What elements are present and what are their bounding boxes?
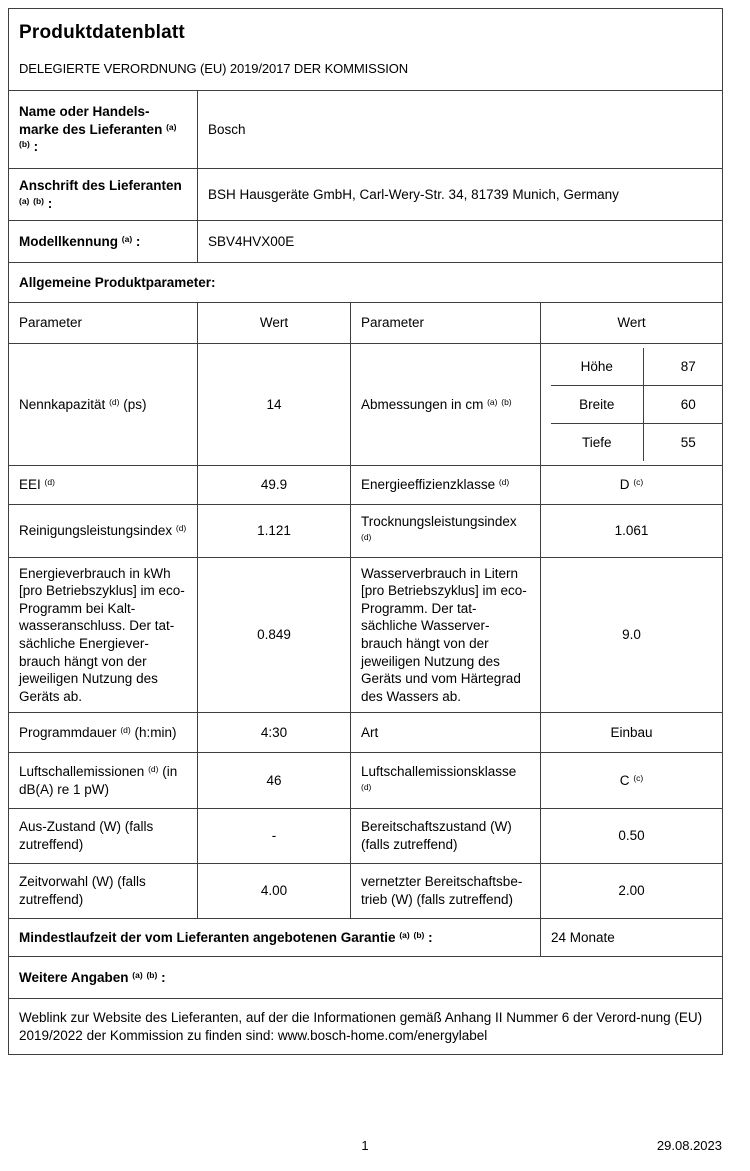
delay-networked-row — [9, 864, 723, 919]
program-duration-suffix: (h:min) — [134, 724, 177, 740]
param-right-header: Parameter — [361, 315, 425, 331]
standby-label-cell — [351, 809, 541, 864]
dimension-name-cell — [551, 424, 643, 461]
model-id-row — [9, 221, 723, 263]
energy-class-label-cell — [351, 466, 541, 505]
supplier-name-colon: : — [33, 139, 39, 155]
footnote-ref-a-icon: (a) — [132, 969, 143, 980]
noise-value-cell — [198, 753, 351, 809]
water-consumption-label: Wasserverbrauch in Litern [pro Betriebszyklus] im eco-Programm. Der tat-sächliche Wasserver-brauch hängt von der jeweiligen Nutzung des Geräts und vom Härtegrad des Wassers ab. — [361, 565, 527, 704]
footnote-ref-d-icon: (d) — [498, 477, 510, 488]
dimensions-label-cell — [351, 344, 541, 466]
eei-label: EEI — [19, 477, 41, 493]
eei-value-cell — [198, 466, 351, 505]
cleaning-index-value: 1.121 — [257, 523, 291, 539]
footnote-ref-d-icon: (d) — [175, 523, 187, 534]
noise-label: Luftschallemissionen — [19, 763, 145, 779]
eei-row — [9, 466, 723, 505]
dimension-name: Tiefe — [581, 434, 612, 450]
footnote-ref-b-icon: (b) — [146, 969, 158, 980]
consumption-row — [9, 558, 723, 713]
supplier-name-value: Bosch — [208, 121, 246, 137]
weblink-cell — [9, 999, 723, 1055]
param-right-header-cell — [351, 303, 541, 344]
networked-standby-label: vernetzter Bereitschaftsbe-trieb (W) (falls zutreffend) — [361, 874, 523, 907]
cleaning-drying-row — [9, 505, 723, 558]
footnote-ref-b-icon: (b) — [19, 139, 30, 150]
type-label: Art — [361, 724, 379, 740]
footnote-ref-d-icon: (d) — [361, 532, 372, 542]
model-id-label: Modellkennung — [19, 233, 118, 249]
dimension-name: Höhe — [580, 358, 613, 374]
warranty-value: 24 Monate — [551, 929, 615, 945]
footnote-ref-b-icon: (b) — [33, 195, 45, 206]
warranty-label: Mindestlaufzeit der vom Lieferanten angebotenen Garantie — [19, 929, 396, 945]
capacity-label-cell — [9, 344, 198, 466]
off-mode-value-cell — [198, 809, 351, 864]
energy-class-value: D — [619, 477, 630, 493]
weblink-text: Weblink zur Website des Lieferanten, auf der die Informationen gemäß Anhang II Nummer 6 der Verord-nung (EU) 2019/2022 der Kommission zu finden sind: www.bosch-home.com/energylabel — [19, 1009, 703, 1043]
delay-start-label: Zeitvorwahl (W) (falls zutreffend) — [19, 874, 146, 907]
dimension-value: 55 — [680, 434, 696, 450]
energy-class-label: Energieeffizienzklasse — [361, 477, 496, 493]
footnote-ref-c-icon: (c) — [633, 772, 644, 783]
noise-value: 46 — [266, 772, 282, 788]
supplier-address-value: BSH Hausgeräte GmbH, Carl-Wery-Str. 34, 81739 Munich, Germany — [208, 186, 619, 202]
off-mode-value: - — [271, 828, 277, 844]
datasheet-table — [8, 8, 723, 1055]
drying-index-label-cell — [351, 505, 541, 558]
dimensions-label: Abmessungen in cm — [361, 396, 484, 412]
dimension-name-cell — [551, 348, 643, 385]
model-id-value: SBV4HVX00E — [208, 233, 295, 249]
document-header-cell — [9, 9, 723, 91]
footnote-ref-a-icon: (a) — [19, 195, 30, 206]
program-duration-label-cell — [9, 713, 198, 753]
section-title: Allgemeine Produktparameter: — [19, 274, 216, 290]
program-duration-value: 4:30 — [260, 724, 288, 740]
model-id-value-cell — [198, 221, 723, 263]
noise-class-value-cell — [541, 753, 723, 809]
type-value-cell — [541, 713, 723, 753]
footnote-ref-d-icon: (d) — [44, 477, 55, 488]
networked-standby-value-cell — [541, 864, 723, 919]
noise-suffix: (in dB(A) re 1 pW) — [19, 763, 178, 797]
warranty-label-cell — [9, 919, 541, 957]
dimensions-subtable — [551, 348, 723, 461]
footnote-ref-b-icon: (b) — [501, 396, 512, 407]
energy-consumption-value: 0.849 — [257, 627, 291, 643]
model-id-label-cell — [9, 221, 198, 263]
capacity-value: 14 — [266, 396, 282, 412]
supplier-address-colon: : — [47, 195, 53, 211]
footnote-ref-d-icon: (d) — [148, 763, 159, 774]
energy-consumption-value-cell — [198, 558, 351, 713]
capacity-suffix: (ps) — [123, 396, 147, 412]
value-left-header: Wert — [259, 315, 289, 331]
value-right-header-cell — [541, 303, 723, 344]
footnote-ref-a-icon: (a) — [166, 121, 177, 132]
weblink-row — [9, 999, 723, 1055]
networked-standby-value: 2.00 — [618, 883, 645, 899]
dimension-value-cell — [643, 385, 723, 423]
supplier-address-value-cell — [198, 169, 723, 221]
capacity-dimensions-row — [9, 344, 723, 466]
energy-class-value-cell — [541, 466, 723, 505]
footnote-ref-d-icon: (d) — [120, 724, 131, 735]
section-title-cell — [9, 263, 723, 303]
dimensions-value-cell — [541, 344, 723, 466]
noise-class-label: Luftschallemissionsklasse — [361, 763, 517, 779]
footnote-ref-a-icon: (a) — [121, 233, 133, 244]
additional-info-cell — [9, 957, 723, 999]
program-duration-value-cell — [198, 713, 351, 753]
off-mode-label: Aus-Zustand (W) (falls zutreffend) — [19, 819, 154, 852]
dimension-name-cell — [551, 385, 643, 423]
warranty-row — [9, 919, 723, 957]
noise-class-value: C — [619, 772, 630, 788]
warranty-value-cell — [541, 919, 723, 957]
footnote-ref-d-icon: (d) — [361, 781, 372, 792]
off-mode-label-cell — [9, 809, 198, 864]
document-date: 29.08.2023 — [656, 1138, 722, 1153]
drying-index-value: 1.061 — [614, 523, 649, 539]
column-header-row — [9, 303, 723, 344]
dimension-value: 87 — [680, 358, 696, 374]
supplier-name-row — [9, 91, 723, 169]
duration-type-row — [9, 713, 723, 753]
noise-label-cell — [9, 753, 198, 809]
delay-start-value: 4.00 — [260, 883, 288, 899]
capacity-value-cell — [198, 344, 351, 466]
eei-value: 49.9 — [260, 477, 288, 493]
supplier-name-value-cell — [198, 91, 723, 169]
supplier-name-label: Name oder Handels-marke des Lieferanten — [19, 104, 163, 137]
warranty-colon: : — [428, 929, 433, 945]
off-standby-row — [9, 809, 723, 864]
footnote-ref-d-icon: (d) — [109, 396, 120, 407]
noise-class-label-cell — [351, 753, 541, 809]
dimension-value: 60 — [680, 396, 696, 412]
standby-value-cell — [541, 809, 723, 864]
dimension-name: Breite — [579, 396, 615, 412]
supplier-address-label-cell — [9, 169, 198, 221]
delay-start-label-cell — [9, 864, 198, 919]
supplier-address-label: Anschrift des Lieferanten — [19, 177, 182, 193]
type-label-cell — [351, 713, 541, 753]
type-value: Einbau — [610, 724, 653, 740]
program-duration-label: Programmdauer — [19, 724, 117, 740]
capacity-label: Nennkapazität — [19, 396, 106, 412]
standby-label: Bereitschaftszustand (W) (falls zutreffend) — [361, 819, 512, 852]
model-id-colon: : — [135, 233, 141, 249]
additional-info-colon: : — [161, 969, 166, 985]
product-datasheet — [8, 8, 722, 1055]
dimension-row-height — [551, 348, 723, 385]
dimension-row-width — [551, 385, 723, 423]
regulation-subtitle: DELEGIERTE VERORDNUNG (EU) 2019/2017 DER KOMMISSION — [19, 61, 409, 77]
delay-start-value-cell — [198, 864, 351, 919]
footnote-ref-a-icon: (a) — [399, 929, 410, 940]
drying-index-label: Trocknungsleistungsindex — [361, 514, 517, 530]
energy-consumption-label: Energieverbrauch in kWh [pro Betriebszyklus] im eco-Programm bei Kalt-wasseranschluss. Der tat-sächliche Energiever-brauch hängt von der jeweiligen Nutzung des Geräts ab. — [19, 565, 185, 704]
section-title-row — [9, 263, 723, 303]
dimension-value-cell — [643, 348, 723, 385]
cleaning-index-value-cell — [198, 505, 351, 558]
supplier-address-row — [9, 169, 723, 221]
page-number: 1 — [361, 1138, 369, 1153]
eei-label-cell — [9, 466, 198, 505]
footnote-ref-c-icon: (c) — [633, 477, 644, 488]
additional-info-label: Weitere Angaben — [19, 969, 129, 985]
cleaning-index-label: Reinigungsleistungsindex — [19, 523, 173, 539]
dimension-row-depth — [551, 424, 723, 461]
page-footer — [8, 1138, 722, 1153]
footnote-ref-a-icon: (a) — [487, 396, 498, 407]
supplier-name-label-cell — [9, 91, 198, 169]
water-consumption-value: 9.0 — [622, 627, 641, 643]
document-header-row — [9, 9, 723, 91]
energy-consumption-label-cell — [9, 558, 198, 713]
water-consumption-value-cell — [541, 558, 723, 713]
water-consumption-label-cell — [351, 558, 541, 713]
drying-index-value-cell — [541, 505, 723, 558]
param-left-header-cell — [9, 303, 198, 344]
param-left-header: Parameter — [19, 315, 83, 331]
dimension-value-cell — [643, 424, 723, 461]
networked-standby-label-cell — [351, 864, 541, 919]
additional-info-row — [9, 957, 723, 999]
page-title: Produktdatenblatt — [19, 21, 185, 43]
cleaning-index-label-cell — [9, 505, 198, 558]
value-right-header: Wert — [617, 315, 646, 331]
noise-row — [9, 753, 723, 809]
footnote-ref-b-icon: (b) — [413, 929, 425, 940]
value-left-header-cell — [198, 303, 351, 344]
standby-value: 0.50 — [618, 828, 645, 844]
